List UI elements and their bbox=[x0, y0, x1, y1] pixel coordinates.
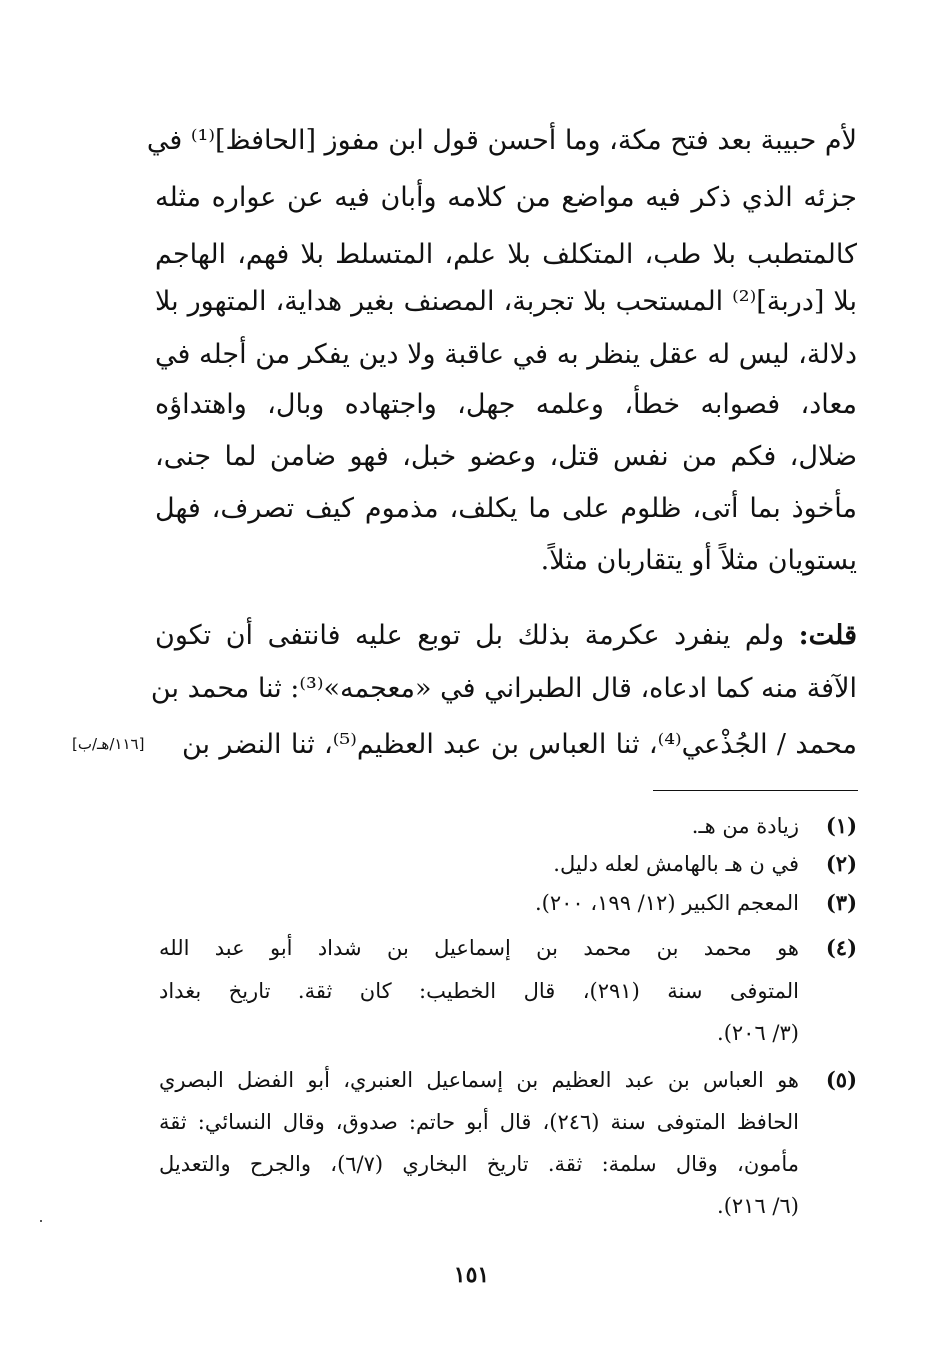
footnote-3 bbox=[160, 885, 857, 921]
text-line: كالمتطبب بلا طب، المتكلف بلا علم، المتسلط بلا فهم، الهاجم bbox=[155, 239, 857, 270]
paragraph-2-line-1-rest: ولم ينفرد عكرمة بذلك بل توبع عليه فانتفى أن تكون bbox=[155, 620, 799, 651]
manuscript-folio-mark: [١١٦/هـ/ب] bbox=[72, 735, 145, 753]
text-line: لأم حبيبة بعد فتح مكة، وما أحسن قول ابن مفوز [الحافظ]⁽¹⁾ في bbox=[146, 125, 857, 156]
footnote-text: (٣/ ٢٠٦). bbox=[717, 1021, 799, 1045]
paragraph-2-line-3: محمد / الجُذْعي⁽⁴⁾، ثنا العباس بن عبد العظيم⁽⁵⁾، ثنا النضر بن bbox=[182, 729, 857, 760]
footnote-5-line-3 bbox=[160, 1146, 857, 1182]
paragraph-2-line-1 bbox=[155, 614, 857, 658]
text-line: ضلال، فكم من نفس قتل، وعضو خبل، فهو ضامن لما جنى، bbox=[155, 441, 858, 472]
text-line: مأخوذ بما أتى، ظلوم على ما يكلف، مذموم كيف تصرف، فهل bbox=[155, 493, 857, 524]
footnote-text: هو محمد بن محمد بن إسماعيل بن شداد أبو عبد الله bbox=[159, 936, 799, 960]
footnote-number: (٣) bbox=[825, 890, 857, 915]
text-line: بلا [دربة]⁽²⁾ المستحب بلا تجربة، المصنف بغير هداية، المتهور بلا bbox=[155, 286, 857, 317]
footnote-5 bbox=[160, 1062, 857, 1098]
footnote-number: (٢) bbox=[825, 851, 857, 876]
footnote-number: (١) bbox=[825, 813, 857, 838]
footnote-text: المتوفى سنة (٢٩١)، قال الخطيب: كان ثقة. تاريخ بغداد bbox=[159, 979, 799, 1003]
footnote-number: (٥) bbox=[825, 1067, 857, 1092]
footnote-text: المعجم الكبير (١٢/ ١٩٩، ٢٠٠). bbox=[534, 891, 799, 915]
footnote-2 bbox=[160, 846, 857, 882]
footnote-text: الحافظ المتوفى سنة (٢٤٦)، قال أبو حاتم: صدوق، وقال النسائي: ثقة bbox=[159, 1110, 800, 1134]
footnote-text: زيادة من هـ. bbox=[691, 814, 799, 838]
text-line: معاد، فصوابه خطأ، وعلمه جهل، واجتهاده وبال، واهتداؤه bbox=[155, 389, 857, 420]
footnote-number: (٤) bbox=[825, 935, 857, 960]
footnote-text: مأمون، وقال سلمة: ثقة. تاريخ البخاري (٦/٧)، والجرح والتعديل bbox=[159, 1152, 799, 1176]
footnote-text: في ن هـ بالهامش لعله دليل. bbox=[553, 852, 799, 876]
qult-lead: قلت: bbox=[798, 620, 857, 651]
footnote-text: (٦/ ٢١٦). bbox=[717, 1194, 799, 1218]
footnote-5-line-4 bbox=[160, 1188, 857, 1224]
footnote-1 bbox=[160, 808, 857, 844]
footnote-4 bbox=[160, 930, 857, 966]
text-line: جزئه الذي ذكر فيه مواضع من كلامه وأبان فيه عن عواره مثله bbox=[155, 182, 857, 213]
footnote-4-line-3 bbox=[160, 1015, 857, 1051]
scan-speck bbox=[40, 1220, 42, 1222]
text-line: دلالة، ليس له عقل ينظر به في عاقبة ولا دين يفكر من أجله في bbox=[155, 339, 857, 370]
text-line: يستويان مثلاً أو يتقاربان مثلاً. bbox=[540, 545, 857, 576]
footnote-separator bbox=[653, 790, 858, 791]
footnote-4-line-2 bbox=[160, 973, 857, 1009]
page-number: ١٥١ bbox=[453, 1262, 490, 1288]
paragraph-2-line-2: الآفة منه كما ادعاه، قال الطبراني في «معجمه»⁽³⁾: ثنا محمد بن bbox=[150, 673, 857, 704]
footnote-text: هو العباس بن عبد العظيم بن إسماعيل العنبري، أبو الفضل البصري bbox=[159, 1068, 799, 1092]
footnote-5-line-2 bbox=[160, 1104, 857, 1140]
